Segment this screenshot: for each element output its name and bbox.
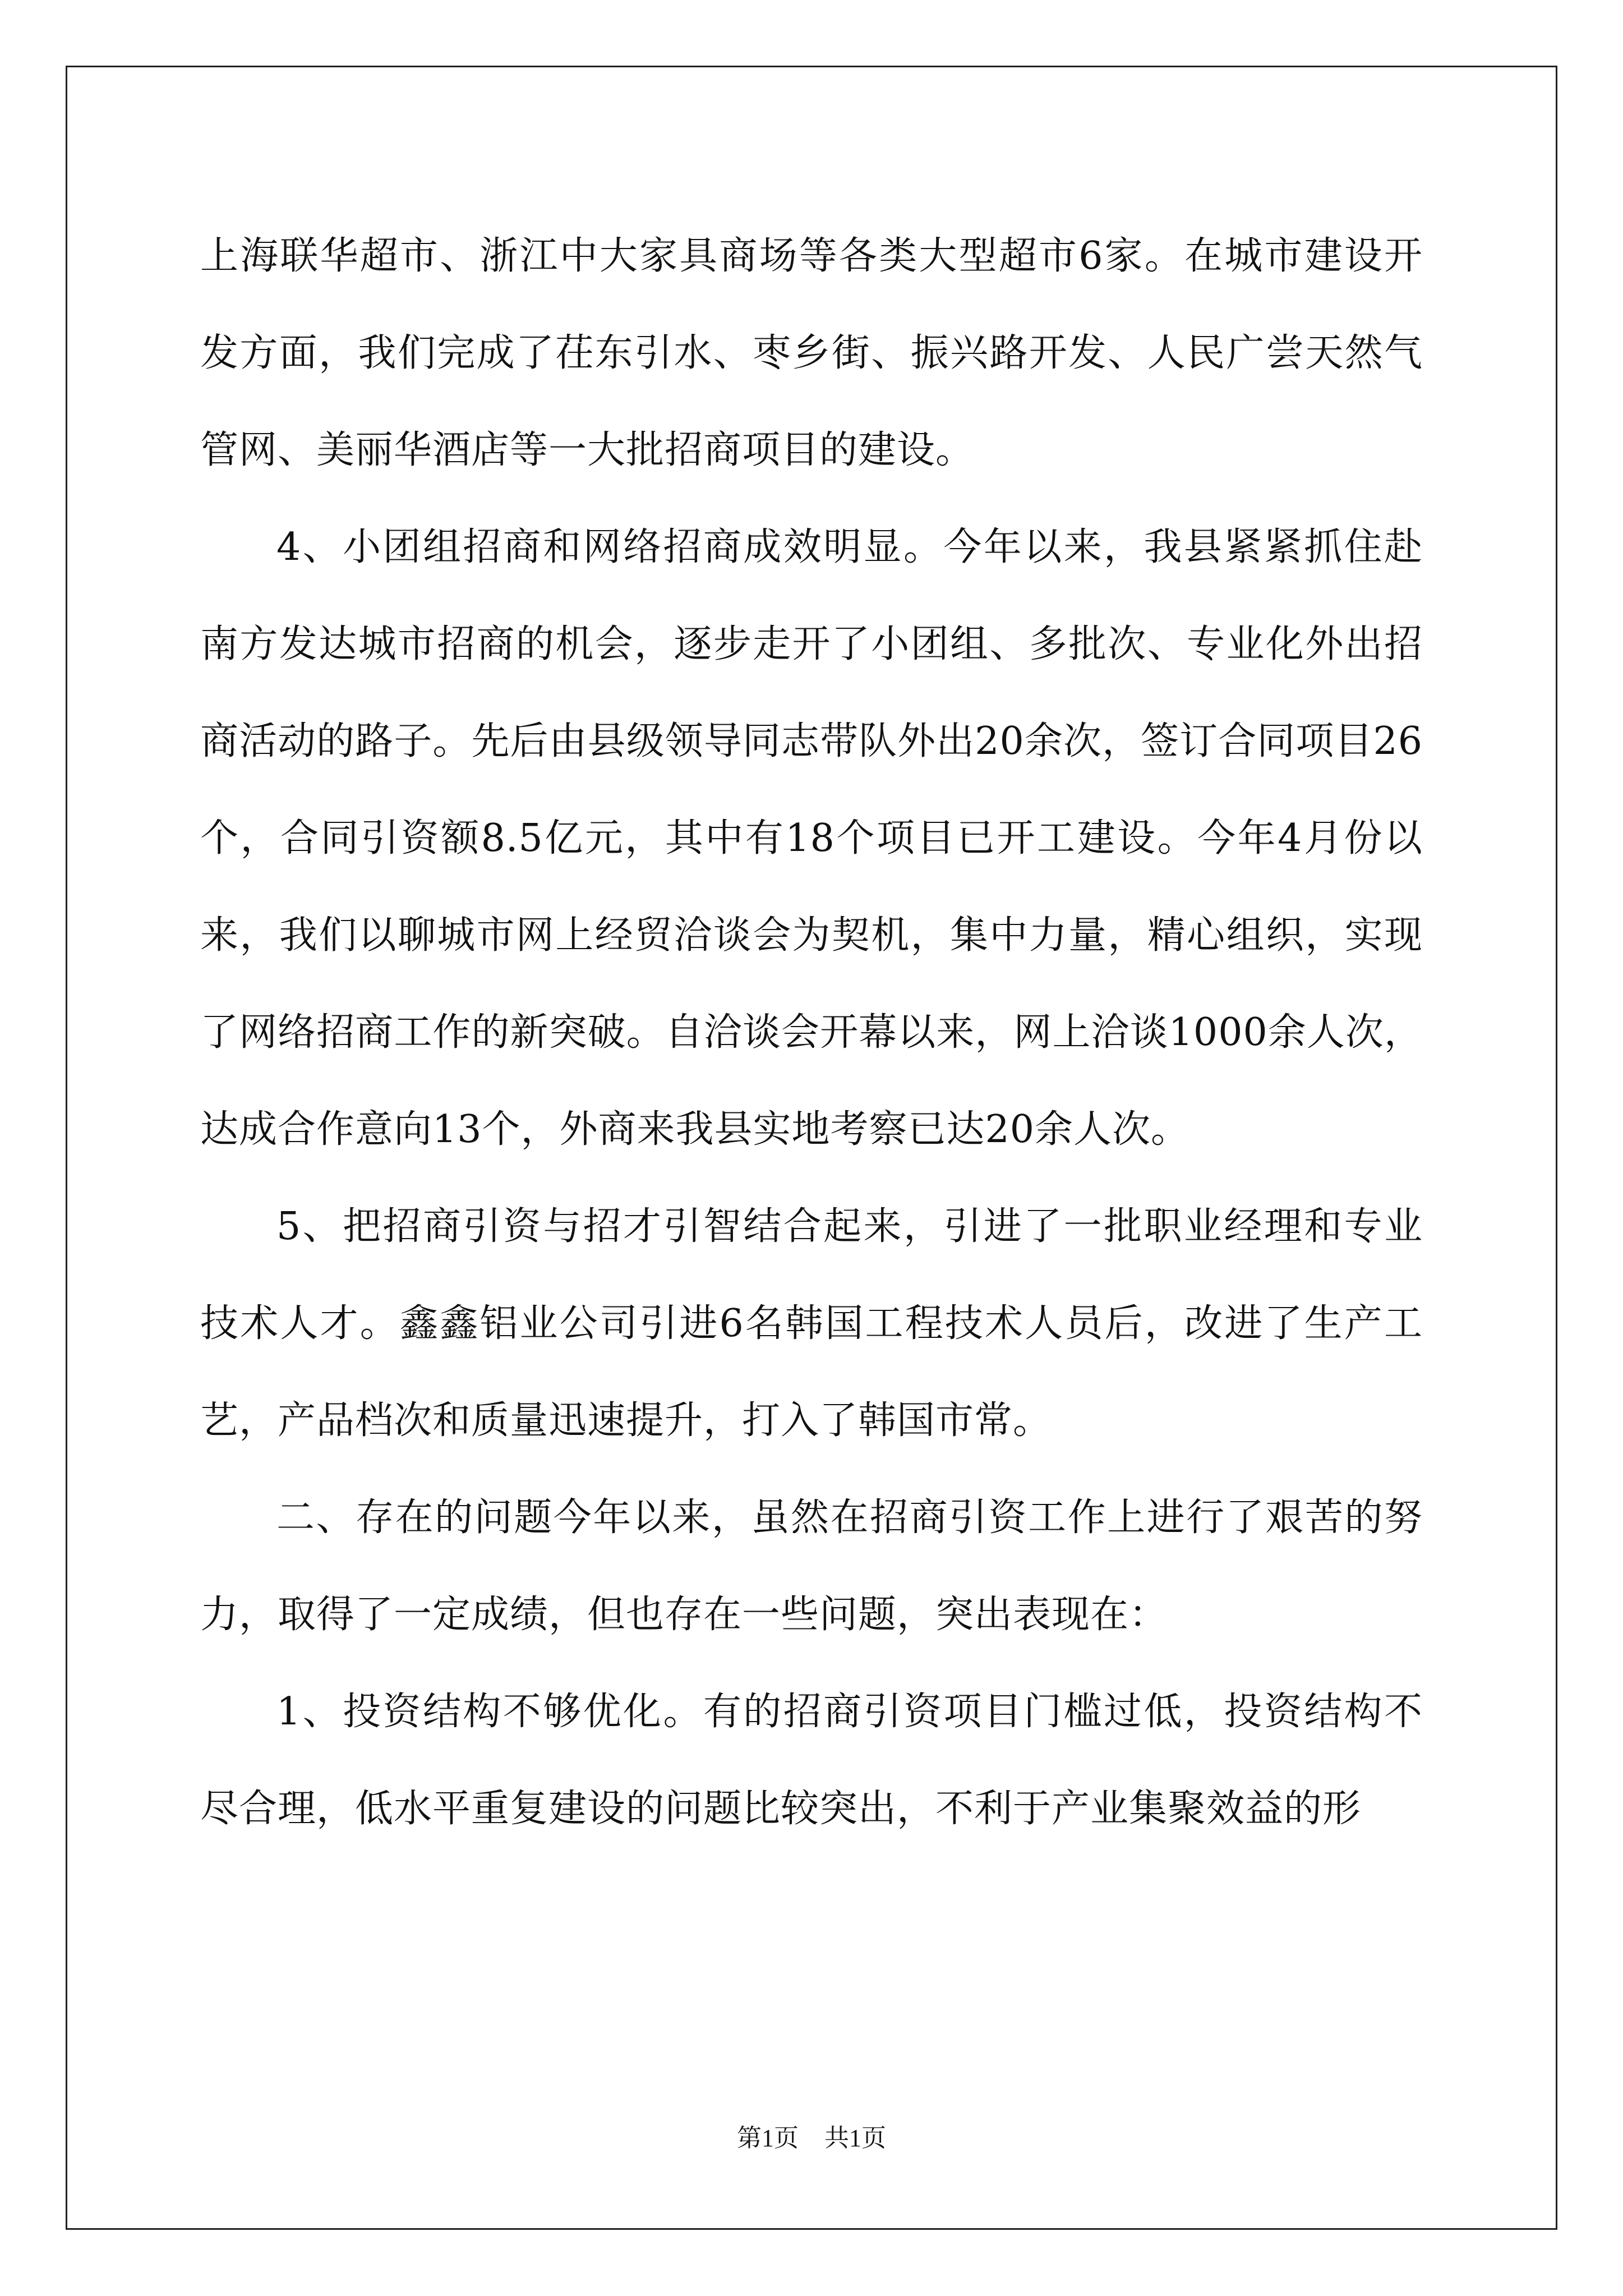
page-footer — [0, 2122, 1623, 2155]
paragraph-1: 上海联华超市、浙江中大家具商场等各类大型超市6家。在城市建设开发方面，我们完成了茌东引水、枣乡街、振兴路开发、人民广尝天然气管网、美丽华酒店等一大批招商项目的建设。 — [200, 234, 1423, 472]
paragraph-2: 4、小团组招商和网络招商成效明显。今年以来，我县紧紧抓住赴南方发达城市招商的机会，逐步走开了小团组、多批次、专业化外出招商活动的路子。先后由县级领导同志带队外出20余次，签订合同项目26个，合同引资额8.5亿元，其中有18个项目已开工建设。今年4月份以来，我们以聊城市网上经贸洽谈会为契机，集中力量，精心组织，实现了网络招商工作的新突破。自洽谈会开幕以来，网上洽谈1000余人次，达成合作意向13个，外商来我县实地考察已达20余人次。 — [200, 525, 1423, 1152]
paragraph-3: 5、把招商引资与招才引智结合起来，引进了一批职业经理和专业技术人才。鑫鑫铝业公司引进6名韩国工程技术人员后，改进了生产工艺，产品档次和质量迅速提升，打入了韩国市常。 — [200, 1204, 1423, 1443]
document-body — [200, 208, 1423, 1857]
page-number: 第1页 — [737, 2124, 799, 2152]
paragraph-5: 1、投资结构不够优化。有的招商引资项目门槛过低，投资结构不尽合理，低水平重复建设的问题比较突出，不利于产业集聚效益的形 — [200, 1690, 1423, 1831]
paragraph-4: 二、存在的问题今年以来，虽然在招商引资工作上进行了艰苦的努力，取得了一定成绩，但也存在一些问题，突出表现在： — [200, 1496, 1423, 1637]
page-total: 共1页 — [824, 2124, 886, 2152]
